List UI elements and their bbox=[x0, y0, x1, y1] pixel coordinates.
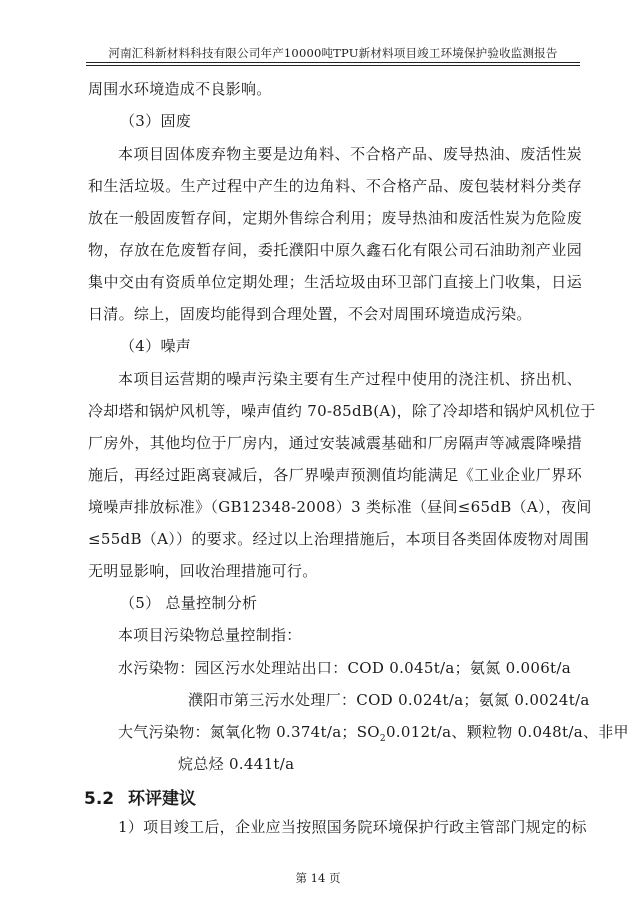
subsection-heading-noise: （4）噪声 bbox=[120, 337, 192, 355]
header-rule bbox=[86, 62, 580, 63]
header-rule-thin bbox=[86, 65, 580, 66]
paragraph-line: 境噪声排放标准》（GB12348-2008）3 类标准（昼间≤65dB（A），夜间 bbox=[88, 498, 592, 516]
paragraph-line: 本项目污染物总量控制指： bbox=[118, 626, 302, 644]
air-pollutants-text-cont: 0.012t/a、颗粒物 0.048t/a、非甲 bbox=[385, 723, 629, 741]
water-pollutants-line: 水污染物：园区污水处理站出口：COD 0.045t/a；氨氮 0.006t/a bbox=[118, 659, 571, 677]
paragraph-line: 和生活垃圾。生产过程中产生的边角料、不合格产品、废包装材料分类存 bbox=[88, 177, 582, 195]
paragraph-line: 物，存放在危废暂存间，委托濮阳中原久鑫石化有限公司石油助剂产业园 bbox=[88, 241, 582, 259]
air-pollutants-text: 大气污染物：氮氧化物 0.374t/a；SO bbox=[118, 723, 380, 741]
section-heading bbox=[84, 784, 196, 809]
paragraph-line: 周围水环境造成不良影响。 bbox=[88, 80, 272, 98]
water-pollutants-line-2: 濮阳市第三污水处理厂：COD 0.024t/a；氨氮 0.0024t/a bbox=[188, 691, 590, 709]
paragraph-line: 1）项目竣工后，企业应当按照国务院环境保护行政主管部门规定的标 bbox=[118, 818, 587, 836]
air-pollutants-line bbox=[118, 721, 629, 744]
paragraph-line: 本项目运营期的噪声污染主要有生产过程中使用的浇注机、挤出机、 bbox=[118, 370, 582, 388]
report-header-title: 河南汇科新材料科技有限公司年产10000吨TPU新材料项目竣工环境保护验收监测报告 bbox=[108, 46, 558, 60]
paragraph-line: 日清。综上，固废均能得到合理处置，不会对周围环境造成污染。 bbox=[88, 305, 532, 323]
subscript-2: 2 bbox=[379, 734, 386, 744]
paragraph-line: 本项目固体废弃物主要是边角料、不合格产品、废导热油、废活性炭 bbox=[118, 145, 582, 163]
subsection-heading-solid-waste: （3）固废 bbox=[120, 112, 192, 130]
paragraph-line: 放在一般固废暂存间，定期外售综合利用；废导热油和废活性炭为危险废 bbox=[88, 209, 582, 227]
air-pollutants-line-2: 烷总烃 0.441t/a bbox=[178, 755, 295, 773]
section-title: 环评建议 bbox=[128, 789, 197, 809]
paragraph-line: 施后，再经过距离衰减后，各厂界噪声预测值均能满足《工业企业厂界环 bbox=[88, 466, 582, 484]
section-number: 5.2 bbox=[84, 789, 115, 809]
paragraph-line: 无明显影响，回收治理措施可行。 bbox=[88, 562, 318, 580]
page-number: 第 14 页 bbox=[295, 871, 341, 885]
subsection-heading-total-control: （5） 总量控制分析 bbox=[120, 594, 258, 612]
paragraph-line: ≤55dB（A））的要求。经过以上治理措施后，本项目各类固体废物对周围 bbox=[88, 530, 590, 548]
paragraph-line: 集中交由有资质单位定期处理；生活垃圾由环卫部门直接上门收集，日运 bbox=[88, 273, 582, 291]
paragraph-line: 厂房外，其他均位于厂房内，通过安装减震基础和厂房隔声等减震降噪措 bbox=[88, 434, 582, 452]
paragraph-line: 冷却塔和锅炉风机等，噪声值约 70-85dB(A)，除了冷却塔和锅炉风机位于 bbox=[88, 402, 596, 420]
